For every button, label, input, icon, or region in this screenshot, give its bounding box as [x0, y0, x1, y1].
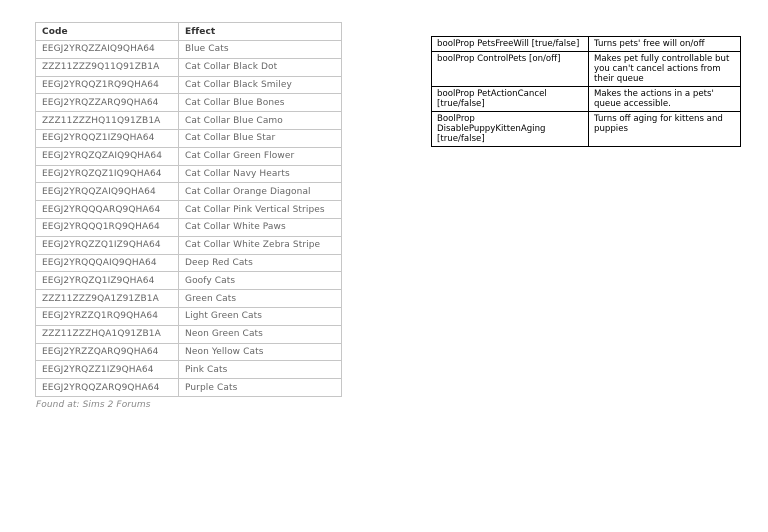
effect-cell: Light Green Cats [179, 307, 342, 325]
column-header-effect: Effect [179, 23, 342, 41]
source-note: Found at: Sims 2 Forums [36, 400, 151, 410]
effect-cell: Pink Cats [179, 361, 342, 379]
property-cell: boolProp PetActionCancel [true/false] [432, 87, 589, 112]
effect-cell: Cat Collar Orange Diagonal [179, 183, 342, 201]
table-row [432, 87, 741, 112]
property-cell: BoolProp DisablePuppyKittenAging [true/false] [432, 112, 589, 147]
table-row [36, 307, 342, 325]
effect-cell: Blue Cats [179, 41, 342, 59]
table-row [36, 254, 342, 272]
table-row [36, 147, 342, 165]
effect-cell: Green Cats [179, 290, 342, 308]
effect-cell: Cat Collar White Paws [179, 218, 342, 236]
table-row [36, 165, 342, 183]
property-cell: boolProp ControlPets [on/off] [432, 52, 589, 87]
code-cell: EEGJ2YRQQQAIQ9QHA64 [36, 254, 179, 272]
description-cell: Turns off aging for kittens and puppies [589, 112, 741, 147]
table-row [432, 112, 741, 147]
code-cell: EEGJ2YRQQQARQ9QHA64 [36, 201, 179, 219]
effect-cell: Neon Yellow Cats [179, 343, 342, 361]
description-cell: Turns pets' free will on/off [589, 37, 741, 52]
code-cell: ZZZ11ZZZ9QA1Z91ZB1A [36, 290, 179, 308]
table-row [36, 129, 342, 147]
table-row [36, 201, 342, 219]
table-row [36, 94, 342, 112]
code-cell: EEGJ2YRQQZARQ9QHA64 [36, 379, 179, 397]
table-row [36, 236, 342, 254]
code-cell: EEGJ2YRQZZAIQ9QHA64 [36, 41, 179, 59]
code-cell: EEGJ2YRQQZAIQ9QHA64 [36, 183, 179, 201]
code-cell: ZZZ11ZZZHQA1Q91ZB1A [36, 325, 179, 343]
effect-cell: Cat Collar Black Smiley [179, 76, 342, 94]
table-row [36, 76, 342, 94]
code-cell: ZZZ11ZZZHQ11Q91ZB1A [36, 112, 179, 130]
table-row [36, 218, 342, 236]
table-row [36, 272, 342, 290]
code-cell: EEGJ2YRZZQ1RQ9QHA64 [36, 307, 179, 325]
table-row [36, 343, 342, 361]
code-cell: EEGJ2YRQZQZ1IQ9QHA64 [36, 165, 179, 183]
effect-cell: Purple Cats [179, 379, 342, 397]
table-row [432, 52, 741, 87]
effect-cell: Cat Collar Green Flower [179, 147, 342, 165]
effect-cell: Cat Collar Blue Bones [179, 94, 342, 112]
code-cell: EEGJ2YRQQZ1RQ9QHA64 [36, 76, 179, 94]
table-row [36, 325, 342, 343]
table-row [36, 361, 342, 379]
code-cell: ZZZ11ZZZ9Q11Q91ZB1A [36, 58, 179, 76]
effect-cell: Cat Collar Pink Vertical Stripes [179, 201, 342, 219]
code-cell: EEGJ2YRQZQZAIQ9QHA64 [36, 147, 179, 165]
table-row [36, 183, 342, 201]
effect-cell: Deep Red Cats [179, 254, 342, 272]
code-cell: EEGJ2YRQQZ1IZ9QHA64 [36, 129, 179, 147]
column-header-code: Code [36, 23, 179, 41]
effect-cell: Cat Collar Navy Hearts [179, 165, 342, 183]
description-cell: Makes pet fully controllable but you can't cancel actions from their queue [589, 52, 741, 87]
bool-props-table [431, 36, 741, 147]
code-cell: EEGJ2YRQZQ1IZ9QHA64 [36, 272, 179, 290]
effect-cell: Cat Collar Blue Star [179, 129, 342, 147]
description-cell: Makes the actions in a pets' queue accessible. [589, 87, 741, 112]
property-cell: boolProp PetsFreeWill [true/false] [432, 37, 589, 52]
cheat-codes-table [35, 22, 342, 397]
table-row [432, 37, 741, 52]
code-cell: EEGJ2YRQZZARQ9QHA64 [36, 94, 179, 112]
table-row [36, 379, 342, 397]
effect-cell: Goofy Cats [179, 272, 342, 290]
effect-cell: Cat Collar Black Dot [179, 58, 342, 76]
table-row [36, 41, 342, 59]
table-row [36, 58, 342, 76]
table-header-row [36, 23, 342, 41]
code-cell: EEGJ2YRQQQ1RQ9QHA64 [36, 218, 179, 236]
effect-cell: Cat Collar White Zebra Stripe [179, 236, 342, 254]
effect-cell: Neon Green Cats [179, 325, 342, 343]
code-cell: EEGJ2YRQZZ1IZ9QHA64 [36, 361, 179, 379]
effect-cell: Cat Collar Blue Camo [179, 112, 342, 130]
table-row [36, 290, 342, 308]
table-row [36, 112, 342, 130]
code-cell: EEGJ2YRZZQARQ9QHA64 [36, 343, 179, 361]
code-cell: EEGJ2YRQZZQ1IZ9QHA64 [36, 236, 179, 254]
